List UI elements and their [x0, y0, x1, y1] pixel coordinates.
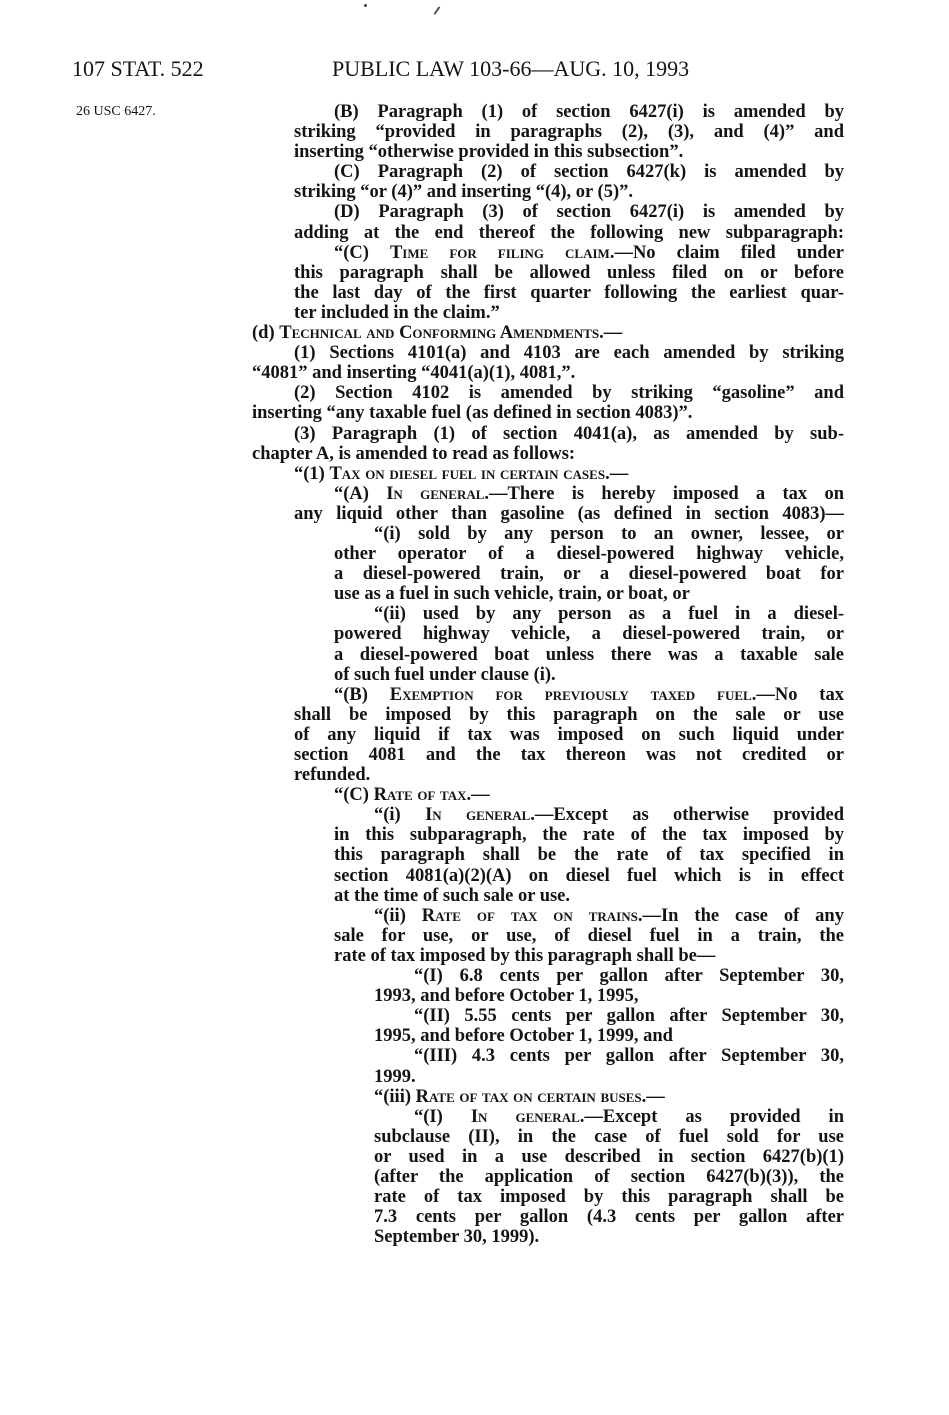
- section-heading: Rate of tax on certain buses: [415, 1086, 642, 1107]
- text-line: [252, 323, 844, 343]
- text-line: use as a fuel in such vehicle, train, or boat, or: [334, 584, 690, 605]
- text-line: inserting “any taxable fuel (as defined in section 4083)”.: [252, 403, 693, 424]
- text-line: of such fuel under clause (i).: [334, 664, 556, 685]
- section-heading: In general: [386, 483, 485, 504]
- text-line: section 4081(a)(2)(A) on diesel fuel which is in effect: [334, 865, 844, 886]
- line-prefix: “(iii): [374, 1086, 416, 1107]
- text-line: “(I) 6.8 cents per gallon after September 30,: [414, 966, 844, 987]
- text-line: September 30, 1999).: [374, 1227, 540, 1248]
- text-line: [252, 906, 844, 926]
- text-line: (after the application of section 6427(b)(3)), the: [374, 1166, 844, 1187]
- text-line: [252, 785, 844, 805]
- line-prefix: “(A): [334, 483, 387, 504]
- text-line: (1) Sections 4101(a) and 4103 are each amended by striking: [294, 343, 844, 364]
- text-line: 1993, and before October 1, 1995,: [374, 986, 639, 1007]
- text-line: at the time of such sale or use.: [334, 885, 571, 906]
- text-line: (2) Section 4102 is amended by striking “gasoline” and: [294, 383, 844, 404]
- text-line: striking “provided in paragraphs (2), (3), and (4)” and: [294, 122, 844, 143]
- text-line: “(ii) used by any person as a fuel in a diesel-: [374, 604, 844, 625]
- text-line: chapter A, is amended to read as follows:: [252, 443, 576, 464]
- text-line: (D) Paragraph (3) of section 6427(i) is amended by: [334, 202, 844, 223]
- text-line: rate of tax imposed by this paragraph shall be—: [334, 945, 716, 966]
- section-heading: In general: [470, 1106, 580, 1127]
- line-prefix: “(I): [414, 1106, 471, 1127]
- text-line: (C) Paragraph (2) of section 6427(k) is amended by: [334, 162, 844, 183]
- text-line: powered highway vehicle, a diesel-powered train, or: [334, 624, 844, 645]
- text-line: [252, 805, 844, 825]
- text-line: [252, 1107, 844, 1127]
- line-text: .—In the case of any: [637, 905, 844, 926]
- line-text: .—No claim filed under: [609, 242, 844, 263]
- line-prefix: (d): [252, 323, 280, 344]
- scan-mark: [434, 6, 441, 15]
- text-line: [252, 464, 844, 484]
- line-text: .—Except as otherwise provided: [530, 805, 844, 826]
- section-heading: Tax on diesel fuel in certain cases: [329, 463, 606, 484]
- text-line: a diesel-powered boat unless there was a taxable sale: [334, 644, 844, 665]
- text-line: the last day of the first quarter following the earliest quar-: [294, 282, 844, 303]
- text-line: (B) Paragraph (1) of section 6427(i) is amended by: [334, 102, 844, 122]
- line-text: .—No tax: [751, 684, 844, 705]
- line-prefix: “(1): [294, 463, 330, 484]
- line-text: .—: [605, 463, 629, 484]
- text-line: shall be imposed by this paragraph on the sale or use: [294, 704, 844, 725]
- text-line: in this subparagraph, the rate of the tax imposed by: [334, 825, 844, 846]
- margin-citation: 26 USC 6427.: [76, 104, 156, 119]
- text-line: this paragraph shall be allowed unless filed on or before: [294, 262, 844, 283]
- text-line: [252, 1087, 844, 1107]
- text-line: “(i) sold by any person to an owner, lessee, or: [374, 523, 844, 544]
- stat-page-number: 107 STAT. 522: [72, 56, 204, 81]
- line-text: .—Except as provided in: [579, 1106, 844, 1127]
- section-heading: In general: [425, 805, 531, 826]
- law-title: PUBLIC LAW 103-66—AUG. 10, 1993: [332, 56, 690, 81]
- text-line: 7.3 cents per gallon (4.3 cents per gallon after: [374, 1207, 844, 1228]
- text-line: this paragraph shall be the rate of tax specified in: [334, 845, 844, 866]
- line-prefix: “(ii): [374, 905, 422, 926]
- text-line: 1995, and before October 1, 1999, and: [374, 1026, 673, 1047]
- line-prefix: “(C): [334, 242, 390, 263]
- text-line: striking “or (4)” and inserting “(4), or (5)”.: [294, 182, 633, 203]
- text-line: ter included in the claim.”: [294, 302, 500, 323]
- text-line: section 4081 and the tax thereon was not credited or: [294, 745, 844, 765]
- line-text: .—: [466, 785, 490, 806]
- line-text: .—There is hereby imposed a tax on: [484, 483, 844, 504]
- text-line: refunded.: [294, 765, 371, 786]
- text-line: a diesel-powered train, or a diesel-powered boat for: [334, 564, 844, 585]
- line-prefix: “(B): [334, 684, 390, 705]
- text-line: 1999.: [374, 1066, 416, 1087]
- text-line: sale for use, or use, of diesel fuel in a train, the: [334, 925, 844, 946]
- text-line: rate of tax imposed by this paragraph shall be: [374, 1187, 844, 1208]
- text-line: “4081” and inserting “4041(a)(1), 4081,”.: [252, 363, 576, 384]
- page-header: [72, 56, 872, 86]
- text-line: “(III) 4.3 cents per gallon after September 30,: [414, 1046, 844, 1067]
- text-line: (3) Paragraph (1) of section 4041(a), as amended by sub-: [294, 423, 844, 444]
- text-line: subclause (II), in the case of fuel sold for use: [374, 1126, 844, 1147]
- text-line: adding at the end thereof the following new subparagraph:: [294, 222, 844, 243]
- text-line: or used in a use described in section 6427(b)(1): [374, 1146, 844, 1167]
- line-text: .—: [599, 323, 623, 344]
- text-line: “(II) 5.55 cents per gallon after September 30,: [414, 1006, 844, 1027]
- section-heading: Technical and Conforming Amendments: [279, 323, 600, 344]
- line-prefix: “(i): [374, 805, 426, 826]
- text-line: of any liquid if tax was imposed on such liquid under: [294, 724, 844, 745]
- line-prefix: “(C): [334, 785, 374, 806]
- section-heading: Exemption for previously taxed fuel: [389, 684, 752, 705]
- line-text: .—: [641, 1086, 665, 1107]
- text-line: [252, 685, 844, 705]
- text-line: [252, 243, 844, 263]
- section-heading: Rate of tax: [373, 785, 467, 806]
- section-heading: Time for filing claim: [389, 242, 610, 263]
- scan-speck: [364, 4, 367, 7]
- text-line: inserting “otherwise provided in this subsection”.: [294, 142, 684, 163]
- statute-text: [252, 102, 844, 1247]
- text-line: [252, 484, 844, 504]
- text-line: other operator of a diesel-powered highway vehicle,: [334, 544, 844, 565]
- text-line: any liquid other than gasoline (as defined in section 4083)—: [294, 503, 844, 524]
- section-heading: Rate of tax on trains: [421, 905, 638, 926]
